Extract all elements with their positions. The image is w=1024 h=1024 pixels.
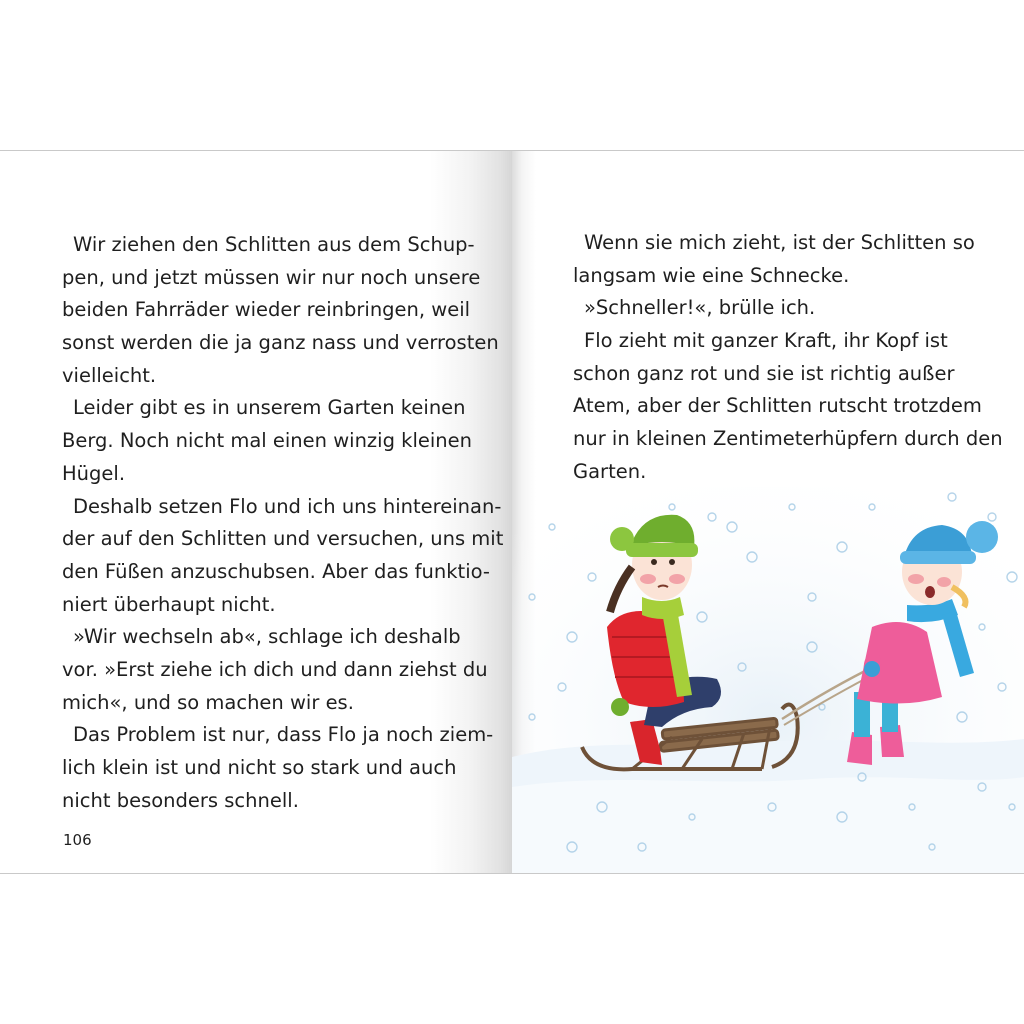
right-page-text [573, 227, 1003, 489]
open-book [0, 150, 1024, 874]
text-line: Flo zieht mit ganzer Kraft, ihr Kopf ist [584, 329, 948, 353]
text-line: »Schneller!«, brülle ich. [584, 296, 816, 320]
right-page [512, 151, 1024, 873]
left-page [0, 151, 512, 873]
text-line: lich klein ist und nicht so stark und auch [62, 756, 457, 779]
text-line: »Wir wechseln ab«, schlage ich deshalb [73, 625, 461, 649]
text-line: mich«, und so machen wir es. [62, 690, 354, 714]
text-line: Das Problem ist nur, dass Flo ja noch ziem- [73, 723, 494, 747]
page-number: 106 [63, 831, 92, 849]
text-line: Deshalb setzen Flo und ich uns hintereinan- [73, 494, 502, 518]
text-line: pen, und jetzt müssen wir nur noch unsere [62, 265, 481, 289]
left-page-text [62, 229, 504, 817]
text-line: vielleicht. [62, 363, 157, 387]
text-line: vor. »Erst ziehe ich dich und dann ziehst du [62, 657, 488, 681]
text-line: langsam wie eine Schnecke. [573, 263, 850, 287]
snow-sled-illustration [512, 487, 1024, 873]
text-line: Hügel. [62, 461, 126, 485]
text-line: den Füßen anzuschubsen. Aber das funktio- [62, 559, 490, 583]
text-line: Leider gibt es in unserem Garten keinen [73, 396, 466, 420]
text-line: sonst werden die ja ganz nass und verrosten [62, 331, 499, 355]
text-line: Berg. Noch nicht mal einen winzig kleinen [62, 429, 473, 453]
text-line: nicht besonders schnell. [62, 788, 299, 812]
text-line: niert überhaupt nicht. [62, 592, 276, 616]
text-line: Wenn sie mich zieht, ist der Schlitten so [584, 231, 975, 254]
text-line: schon ganz rot und sie ist richtig außer [573, 361, 955, 385]
text-line: Garten. [573, 459, 647, 483]
text-line: nur in kleinen Zentimeterhüpfern durch den [573, 427, 1003, 451]
text-line: Atem, aber der Schlitten rutscht trotzdem [573, 394, 982, 418]
text-line: Wir ziehen den Schlitten aus dem Schup- [73, 233, 475, 256]
text-line: beiden Fahrräder wieder reinbringen, weil [62, 298, 471, 322]
text-line: der auf den Schlitten und versuchen, uns mit [62, 527, 504, 551]
